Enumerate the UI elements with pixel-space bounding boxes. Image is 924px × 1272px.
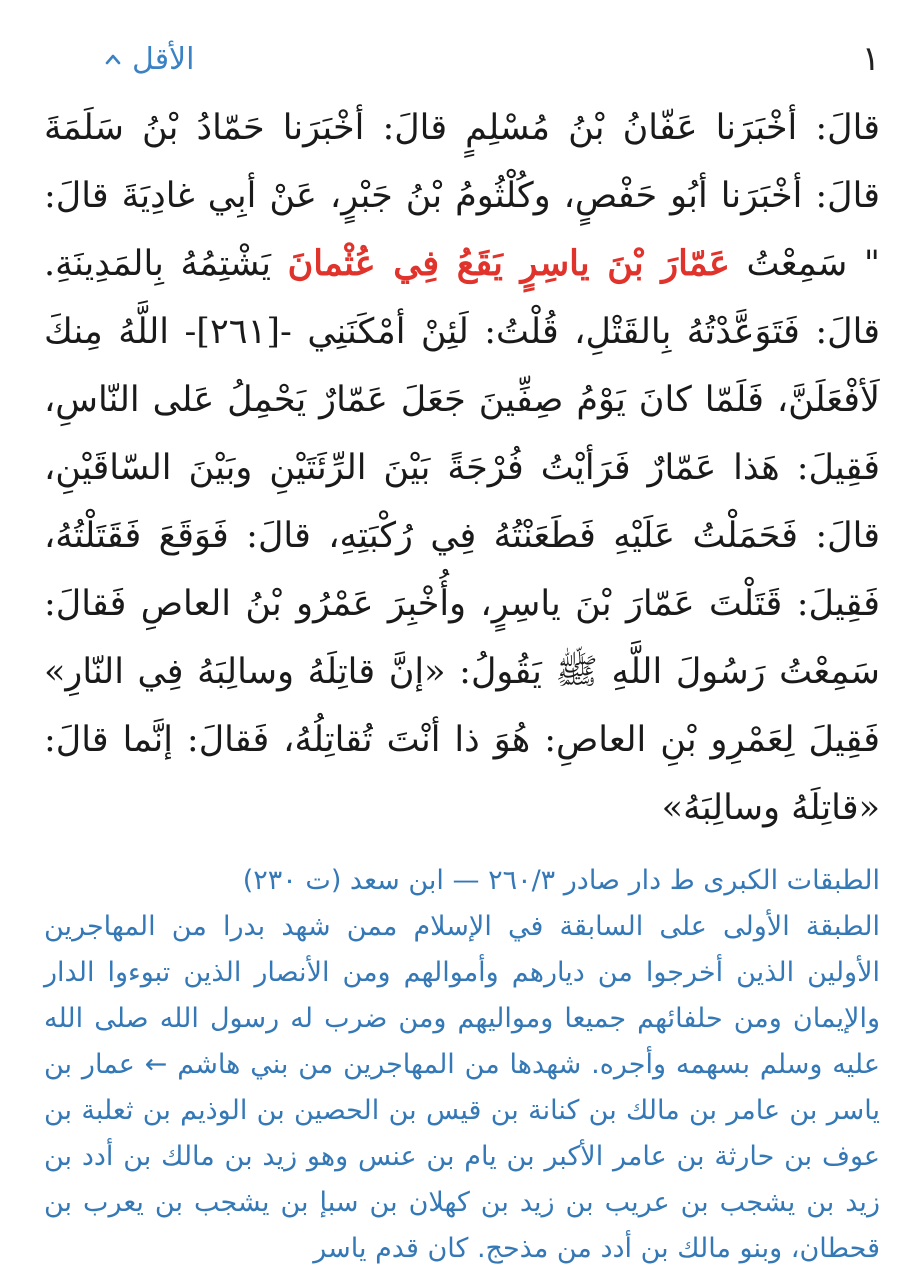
header-row [44,28,880,90]
source-title[interactable]: الطبقات الكبرى ط دار صادر ٢٦٠/٣ — ابن سعد (ت ٢٣٠) [242,865,880,896]
hadith-highlight: عَمّارَ بْنَ ياسِرٍ يَقَعُ فِي عُثْمانَ [287,243,730,284]
hadith-text [44,94,880,842]
source-body-2: عمار بن ياسر بن عامر بن مالك بن كنانة بن قيس بن الحصين بن الوذيم بن ثعلبة بن عوف بن حارثة بن عامر الأكبر بن يام بن عنس وهو زيد بن مالك بن أدد بن زيد بن يشجب بن عريب بن زيد بن كهلان بن سبإ بن يشجب بن يعرب بن قحطان، وبنو مالك بن أدد من مذحج. كان قدم ياسر [44,1049,880,1264]
arrow-left-icon: ← [144,1049,168,1080]
hadith-text-part2: يَشْتِمُهُ بِالمَدِينَةِ. قالَ: فَتَوَعَّدْتُهُ بِالقَتْلِ، قُلْتُ: لَئِنْ أمْكَنَنِي -[٢٦١]- اللَّهُ مِنكَ لَأفْعَلَنَّ، فَلَمّا كانَ يَوْمُ صِفِّينَ جَعَلَ عَمّارٌ يَحْمِلُ عَلى النّاسِ، فَقِيلَ: هَذا عَمّارٌ فَرَأيْتُ فُرْجَةً بَيْنَ الرِّئَتَيْنِ وبَيْنَ السّاقَيْنِ، قالَ: فَحَمَلْتُ عَلَيْهِ فَطَعَنْتُهُ فِي رُكْبَتِهِ، قالَ: فَوَقَعَ فَقَتَلْتُهُ، فَقِيلَ: قَتَلْتَ عَمّارَ بْنَ ياسِرٍ، وأُخْبِرَ عَمْرُو بْنُ العاصِ فَقالَ: سَمِعْتُ رَسُولَ اللَّهِ ﷺ يَقُولُ: «إنَّ قاتِلَهُ وسالِبَهُ فِي النّارِ» فَقِيلَ لِعَمْرِو بْنِ العاصِ: هُوَ ذا أنْتَ تُقاتِلُهُ، فَقالَ: إنَّما قالَ: «قاتِلَهُ وسالِبَهُ» [44,244,880,828]
hadith-text-part1: قالَ: أخْبَرَنا عَفّانُ بْنُ مُسْلِمٍ قالَ: أخْبَرَنا حَمّادُ بْنُ سَلَمَةَ قالَ: أخْبَرَنا أبُو حَفْصٍ، وكُلْثُومُ بْنُ جَبْرٍ، عَنْ أبِي غادِيَةَ قالَ: " سَمِعْتُ [44,108,880,284]
show-less-label: الأقل [132,41,195,77]
hadith-number: ١ [861,39,880,79]
source-reference[interactable] [44,858,880,1272]
show-less-toggle[interactable] [104,42,195,77]
chevron-up-icon [104,52,122,66]
source-body-1: الطبقة الأولى على السابقة في الإسلام ممن شهد بدرا من المهاجرين الأولين الذين أخرجوا من ديارهم وأموالهم ومن الأنصار الذين تبوءوا الدار والإيمان ومن حلفائهم جميعا ومواليهم ومن ضرب له رسول الله صلى الله عليه وسلم بسهمه وأجره. شهدها من المهاجرين من بني هاشم [44,911,880,1080]
